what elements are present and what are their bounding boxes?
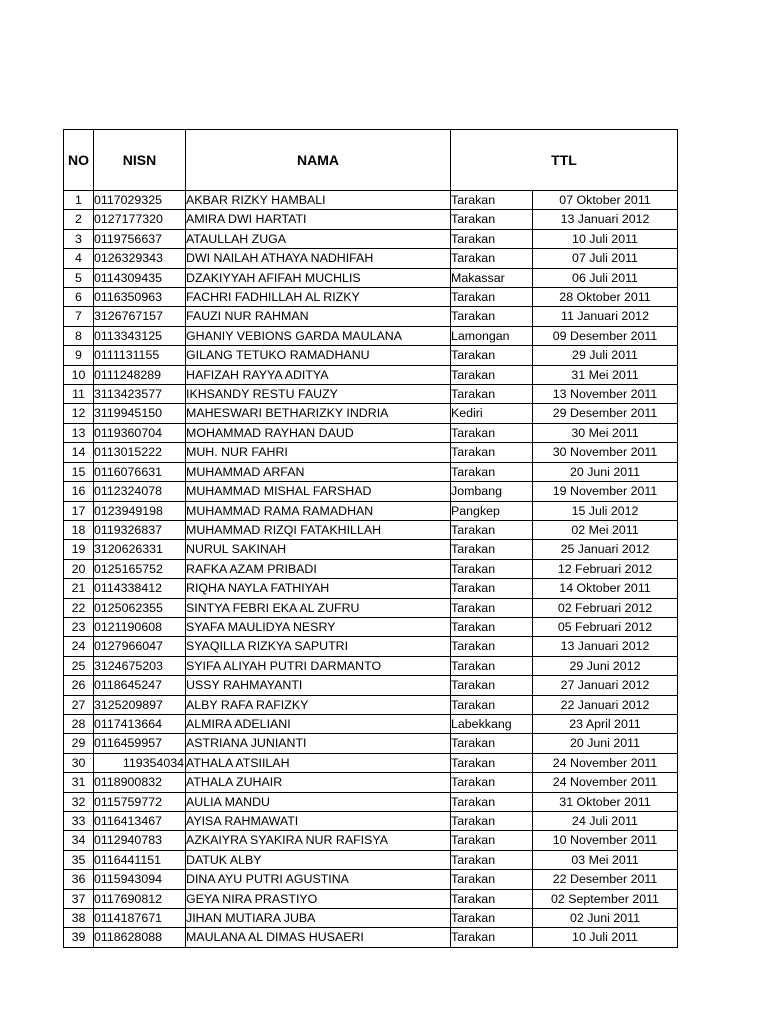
table-body bbox=[64, 191, 678, 948]
cell-nama: MUHAMMAD ARFAN bbox=[186, 462, 451, 481]
cell-no: 26 bbox=[64, 676, 94, 695]
cell-tempat-lahir: Tarakan bbox=[451, 520, 533, 539]
cell-tanggal-lahir: 12 Februari 2012 bbox=[533, 559, 678, 578]
cell-nisn: 0116076631 bbox=[94, 462, 186, 481]
cell-nama: ATAULLAH ZUGA bbox=[186, 229, 451, 248]
cell-nisn: 0113343125 bbox=[94, 326, 186, 345]
cell-nama: AKBAR RIZKY HAMBALI bbox=[186, 191, 451, 210]
cell-tanggal-lahir: 02 Februari 2012 bbox=[533, 598, 678, 617]
cell-nama: ATHALA ZUHAIR bbox=[186, 773, 451, 792]
cell-no: 28 bbox=[64, 714, 94, 733]
cell-nisn: 0115943094 bbox=[94, 870, 186, 889]
cell-nama: JIHAN MUTIARA JUBA bbox=[186, 909, 451, 928]
cell-tempat-lahir: Tarakan bbox=[451, 676, 533, 695]
cell-no: 35 bbox=[64, 850, 94, 869]
cell-no: 5 bbox=[64, 268, 94, 287]
cell-nama: DZAKIYYAH AFIFAH MUCHLIS bbox=[186, 268, 451, 287]
cell-no: 31 bbox=[64, 773, 94, 792]
cell-nisn: 0116413467 bbox=[94, 812, 186, 831]
cell-nama: DINA AYU PUTRI AGUSTINA bbox=[186, 870, 451, 889]
cell-tanggal-lahir: 31 Mei 2011 bbox=[533, 365, 678, 384]
cell-nisn: 3119945150 bbox=[94, 404, 186, 423]
cell-no: 16 bbox=[64, 482, 94, 501]
cell-tanggal-lahir: 07 Juli 2011 bbox=[533, 249, 678, 268]
header-ttl: TTL bbox=[451, 130, 678, 191]
cell-no: 34 bbox=[64, 831, 94, 850]
cell-no: 13 bbox=[64, 423, 94, 442]
cell-no: 15 bbox=[64, 462, 94, 481]
cell-nisn: 0127177320 bbox=[94, 210, 186, 229]
cell-nisn: 0126329343 bbox=[94, 249, 186, 268]
cell-no: 27 bbox=[64, 695, 94, 714]
cell-tanggal-lahir: 14 Oktober 2011 bbox=[533, 579, 678, 598]
table-row bbox=[64, 637, 678, 656]
cell-tanggal-lahir: 22 Januari 2012 bbox=[533, 695, 678, 714]
cell-tanggal-lahir: 13 Januari 2012 bbox=[533, 210, 678, 229]
cell-nama: SINTYA FEBRI EKA AL ZUFRU bbox=[186, 598, 451, 617]
cell-nisn: 0125165752 bbox=[94, 559, 186, 578]
table-row bbox=[64, 443, 678, 462]
cell-nisn: 0111248289 bbox=[94, 365, 186, 384]
cell-no: 25 bbox=[64, 656, 94, 675]
cell-tempat-lahir: Tarakan bbox=[451, 753, 533, 772]
table-row bbox=[64, 462, 678, 481]
cell-nisn: 0117029325 bbox=[94, 191, 186, 210]
cell-no: 8 bbox=[64, 326, 94, 345]
table-row bbox=[64, 326, 678, 345]
cell-no: 21 bbox=[64, 579, 94, 598]
cell-nisn: 0114309435 bbox=[94, 268, 186, 287]
cell-tanggal-lahir: 24 November 2011 bbox=[533, 753, 678, 772]
cell-tanggal-lahir: 03 Mei 2011 bbox=[533, 850, 678, 869]
cell-nama: ATHALA ATSIILAH bbox=[186, 753, 451, 772]
cell-nama: MOHAMMAD RAYHAN DAUD bbox=[186, 423, 451, 442]
cell-nisn: 0125062355 bbox=[94, 598, 186, 617]
cell-nisn: 0119326837 bbox=[94, 520, 186, 539]
cell-no: 3 bbox=[64, 229, 94, 248]
cell-nisn: 0117690812 bbox=[94, 889, 186, 908]
cell-tanggal-lahir: 27 Januari 2012 bbox=[533, 676, 678, 695]
cell-nama: GHANIY VEBIONS GARDA MAULANA bbox=[186, 326, 451, 345]
table-row bbox=[64, 850, 678, 869]
cell-no: 33 bbox=[64, 812, 94, 831]
cell-no: 30 bbox=[64, 753, 94, 772]
cell-no: 7 bbox=[64, 307, 94, 326]
table-row bbox=[64, 812, 678, 831]
cell-no: 10 bbox=[64, 365, 94, 384]
table-row bbox=[64, 773, 678, 792]
cell-tanggal-lahir: 25 Januari 2012 bbox=[533, 540, 678, 559]
cell-nama: DWI NAILAH ATHAYA NADHIFAH bbox=[186, 249, 451, 268]
cell-tempat-lahir: Tarakan bbox=[451, 288, 533, 307]
cell-tanggal-lahir: 02 Mei 2011 bbox=[533, 520, 678, 539]
cell-tanggal-lahir: 10 Juli 2011 bbox=[533, 229, 678, 248]
cell-nama: GEYA NIRA PRASTIYO bbox=[186, 889, 451, 908]
cell-nama: MUH. NUR FAHRI bbox=[186, 443, 451, 462]
cell-nama: IKHSANDY RESTU FAUZY bbox=[186, 385, 451, 404]
cell-tanggal-lahir: 06 Juli 2011 bbox=[533, 268, 678, 287]
cell-tempat-lahir: Lamongan bbox=[451, 326, 533, 345]
cell-tempat-lahir: Jombang bbox=[451, 482, 533, 501]
cell-tempat-lahir: Tarakan bbox=[451, 462, 533, 481]
cell-tempat-lahir: Tarakan bbox=[451, 928, 533, 947]
cell-tempat-lahir: Tarakan bbox=[451, 559, 533, 578]
cell-tempat-lahir: Tarakan bbox=[451, 850, 533, 869]
cell-nisn: 0118900832 bbox=[94, 773, 186, 792]
cell-no: 4 bbox=[64, 249, 94, 268]
cell-nisn: 0112940783 bbox=[94, 831, 186, 850]
cell-tanggal-lahir: 31 Oktober 2011 bbox=[533, 792, 678, 811]
header-row bbox=[64, 130, 678, 191]
cell-nama: RIQHA NAYLA FATHIYAH bbox=[186, 579, 451, 598]
cell-nisn: 3113423577 bbox=[94, 385, 186, 404]
table-row bbox=[64, 365, 678, 384]
cell-no: 37 bbox=[64, 889, 94, 908]
table-row bbox=[64, 482, 678, 501]
cell-nisn: 3120626331 bbox=[94, 540, 186, 559]
cell-tanggal-lahir: 30 November 2011 bbox=[533, 443, 678, 462]
cell-nama: MAHESWARI BETHARIZKY INDRIA bbox=[186, 404, 451, 423]
cell-tempat-lahir: Tarakan bbox=[451, 792, 533, 811]
cell-tanggal-lahir: 24 November 2011 bbox=[533, 773, 678, 792]
cell-tempat-lahir: Tarakan bbox=[451, 423, 533, 442]
cell-nama: DATUK ALBY bbox=[186, 850, 451, 869]
cell-no: 20 bbox=[64, 559, 94, 578]
cell-nisn: 0114338412 bbox=[94, 579, 186, 598]
cell-tanggal-lahir: 20 Juni 2011 bbox=[533, 734, 678, 753]
cell-tempat-lahir: Tarakan bbox=[451, 598, 533, 617]
cell-nisn: 0116350963 bbox=[94, 288, 186, 307]
cell-nisn: 0116459957 bbox=[94, 734, 186, 753]
table-row bbox=[64, 676, 678, 695]
table-row bbox=[64, 617, 678, 636]
cell-tanggal-lahir: 10 November 2011 bbox=[533, 831, 678, 850]
cell-tempat-lahir: Tarakan bbox=[451, 617, 533, 636]
table-row bbox=[64, 598, 678, 617]
cell-tempat-lahir: Tarakan bbox=[451, 637, 533, 656]
cell-tanggal-lahir: 23 April 2011 bbox=[533, 714, 678, 733]
cell-nama: FAUZI NUR RAHMAN bbox=[186, 307, 451, 326]
cell-no: 32 bbox=[64, 792, 94, 811]
table-row bbox=[64, 792, 678, 811]
student-table bbox=[63, 129, 678, 948]
cell-nama: AYISA RAHMAWATI bbox=[186, 812, 451, 831]
cell-nisn: 0121190608 bbox=[94, 617, 186, 636]
cell-nama: ALBY RAFA RAFIZKY bbox=[186, 695, 451, 714]
cell-tempat-lahir: Tarakan bbox=[451, 346, 533, 365]
table-row bbox=[64, 656, 678, 675]
cell-nama: ALMIRA ADELIANI bbox=[186, 714, 451, 733]
cell-tanggal-lahir: 07 Oktober 2011 bbox=[533, 191, 678, 210]
cell-no: 36 bbox=[64, 870, 94, 889]
cell-nama: FACHRI FADHILLAH AL RIZKY bbox=[186, 288, 451, 307]
cell-nama: SYAFA MAULIDYA NESRY bbox=[186, 617, 451, 636]
cell-nisn: 0116441151 bbox=[94, 850, 186, 869]
cell-no: 14 bbox=[64, 443, 94, 462]
cell-no: 6 bbox=[64, 288, 94, 307]
cell-nisn: 0118645247 bbox=[94, 676, 186, 695]
table-row bbox=[64, 423, 678, 442]
cell-no: 18 bbox=[64, 520, 94, 539]
cell-nama: SYIFA ALIYAH PUTRI DARMANTO bbox=[186, 656, 451, 675]
table-row bbox=[64, 579, 678, 598]
cell-nisn: 3125209897 bbox=[94, 695, 186, 714]
cell-tanggal-lahir: 02 Juni 2011 bbox=[533, 909, 678, 928]
cell-tanggal-lahir: 05 Februari 2012 bbox=[533, 617, 678, 636]
cell-tempat-lahir: Tarakan bbox=[451, 365, 533, 384]
table-row bbox=[64, 540, 678, 559]
table-row bbox=[64, 559, 678, 578]
cell-tanggal-lahir: 24 Juli 2011 bbox=[533, 812, 678, 831]
cell-tanggal-lahir: 19 November 2011 bbox=[533, 482, 678, 501]
table-row bbox=[64, 268, 678, 287]
cell-tempat-lahir: Tarakan bbox=[451, 870, 533, 889]
cell-no: 24 bbox=[64, 637, 94, 656]
cell-nama: ASTRIANA JUNIANTI bbox=[186, 734, 451, 753]
cell-tempat-lahir: Tarakan bbox=[451, 889, 533, 908]
cell-tanggal-lahir: 29 Desember 2011 bbox=[533, 404, 678, 423]
cell-nisn: 0115759772 bbox=[94, 792, 186, 811]
header-nama: NAMA bbox=[186, 130, 451, 191]
cell-tempat-lahir: Tarakan bbox=[451, 249, 533, 268]
cell-tanggal-lahir: 10 Juli 2011 bbox=[533, 928, 678, 947]
cell-no: 29 bbox=[64, 734, 94, 753]
cell-tempat-lahir: Labekkang bbox=[451, 714, 533, 733]
cell-tempat-lahir: Tarakan bbox=[451, 909, 533, 928]
table-row bbox=[64, 229, 678, 248]
cell-tempat-lahir: Tarakan bbox=[451, 307, 533, 326]
cell-tanggal-lahir: 28 Oktober 2011 bbox=[533, 288, 678, 307]
cell-nisn: 3124675203 bbox=[94, 656, 186, 675]
cell-tempat-lahir: Tarakan bbox=[451, 734, 533, 753]
cell-nama: MUHAMMAD RAMA RAMADHAN bbox=[186, 501, 451, 520]
table-row bbox=[64, 520, 678, 539]
table-row bbox=[64, 753, 678, 772]
cell-no: 39 bbox=[64, 928, 94, 947]
table-row bbox=[64, 714, 678, 733]
cell-tanggal-lahir: 13 November 2011 bbox=[533, 385, 678, 404]
cell-nisn: 0127966047 bbox=[94, 637, 186, 656]
cell-tempat-lahir: Tarakan bbox=[451, 229, 533, 248]
header-no: NO bbox=[64, 130, 94, 191]
cell-nama: MAULANA AL DIMAS HUSAERI bbox=[186, 928, 451, 947]
cell-tempat-lahir: Tarakan bbox=[451, 191, 533, 210]
cell-tempat-lahir: Tarakan bbox=[451, 831, 533, 850]
cell-nisn: 0118628088 bbox=[94, 928, 186, 947]
cell-nama: NURUL SAKINAH bbox=[186, 540, 451, 559]
cell-no: 2 bbox=[64, 210, 94, 229]
table-row bbox=[64, 831, 678, 850]
cell-nisn: 0119756637 bbox=[94, 229, 186, 248]
cell-tempat-lahir: Tarakan bbox=[451, 579, 533, 598]
cell-tanggal-lahir: 02 September 2011 bbox=[533, 889, 678, 908]
cell-nama: HAFIZAH RAYYA ADITYA bbox=[186, 365, 451, 384]
cell-tempat-lahir: Tarakan bbox=[451, 540, 533, 559]
cell-nama: RAFKA AZAM PRIBADI bbox=[186, 559, 451, 578]
table-row bbox=[64, 909, 678, 928]
table-row bbox=[64, 307, 678, 326]
cell-nisn: 0112324078 bbox=[94, 482, 186, 501]
cell-no: 19 bbox=[64, 540, 94, 559]
table-row bbox=[64, 870, 678, 889]
cell-tanggal-lahir: 29 Juli 2011 bbox=[533, 346, 678, 365]
cell-nama: GILANG TETUKO RAMADHANU bbox=[186, 346, 451, 365]
table-row bbox=[64, 249, 678, 268]
cell-nama: USSY RAHMAYANTI bbox=[186, 676, 451, 695]
header-nisn: NISN bbox=[94, 130, 186, 191]
cell-nama: MUHAMMAD RIZQI FATAKHILLAH bbox=[186, 520, 451, 539]
cell-nisn: 0111131155 bbox=[94, 346, 186, 365]
cell-nama: SYAQILLA RIZKYA SAPUTRI bbox=[186, 637, 451, 656]
table-row bbox=[64, 734, 678, 753]
cell-no: 1 bbox=[64, 191, 94, 210]
cell-tempat-lahir: Pangkep bbox=[451, 501, 533, 520]
cell-tempat-lahir: Tarakan bbox=[451, 773, 533, 792]
cell-tempat-lahir: Makassar bbox=[451, 268, 533, 287]
cell-no: 23 bbox=[64, 617, 94, 636]
table-row bbox=[64, 191, 678, 210]
table-row bbox=[64, 404, 678, 423]
table-row bbox=[64, 928, 678, 947]
cell-tempat-lahir: Tarakan bbox=[451, 385, 533, 404]
table-row bbox=[64, 501, 678, 520]
cell-nisn: 0114187671 bbox=[94, 909, 186, 928]
cell-nisn: 0119360704 bbox=[94, 423, 186, 442]
cell-tempat-lahir: Tarakan bbox=[451, 812, 533, 831]
table-row bbox=[64, 889, 678, 908]
cell-tanggal-lahir: 15 Juli 2012 bbox=[533, 501, 678, 520]
table-row bbox=[64, 695, 678, 714]
cell-no: 12 bbox=[64, 404, 94, 423]
cell-no: 17 bbox=[64, 501, 94, 520]
cell-nama: MUHAMMAD MISHAL FARSHAD bbox=[186, 482, 451, 501]
cell-no: 22 bbox=[64, 598, 94, 617]
table-row bbox=[64, 210, 678, 229]
cell-tanggal-lahir: 20 Juni 2011 bbox=[533, 462, 678, 481]
cell-tempat-lahir: Kediri bbox=[451, 404, 533, 423]
cell-nama: AMIRA DWI HARTATI bbox=[186, 210, 451, 229]
cell-nama: AULIA MANDU bbox=[186, 792, 451, 811]
cell-tanggal-lahir: 09 Desember 2011 bbox=[533, 326, 678, 345]
cell-no: 9 bbox=[64, 346, 94, 365]
cell-no: 11 bbox=[64, 385, 94, 404]
cell-tempat-lahir: Tarakan bbox=[451, 656, 533, 675]
cell-nisn: 0117413664 bbox=[94, 714, 186, 733]
cell-tempat-lahir: Tarakan bbox=[451, 210, 533, 229]
cell-nisn: 3126767157 bbox=[94, 307, 186, 326]
cell-tanggal-lahir: 22 Desember 2011 bbox=[533, 870, 678, 889]
cell-tempat-lahir: Tarakan bbox=[451, 695, 533, 714]
cell-tanggal-lahir: 11 Januari 2012 bbox=[533, 307, 678, 326]
cell-tanggal-lahir: 30 Mei 2011 bbox=[533, 423, 678, 442]
cell-nisn: 0113015222 bbox=[94, 443, 186, 462]
cell-tanggal-lahir: 29 Juni 2012 bbox=[533, 656, 678, 675]
cell-no: 38 bbox=[64, 909, 94, 928]
table-row bbox=[64, 385, 678, 404]
cell-tempat-lahir: Tarakan bbox=[451, 443, 533, 462]
table-row bbox=[64, 346, 678, 365]
cell-nisn: 0123949198 bbox=[94, 501, 186, 520]
cell-tanggal-lahir: 13 Januari 2012 bbox=[533, 637, 678, 656]
cell-nama: AZKAIYRA SYAKIRA NUR RAFISYA bbox=[186, 831, 451, 850]
table-row bbox=[64, 288, 678, 307]
cell-nisn: 119354034 bbox=[94, 753, 186, 772]
